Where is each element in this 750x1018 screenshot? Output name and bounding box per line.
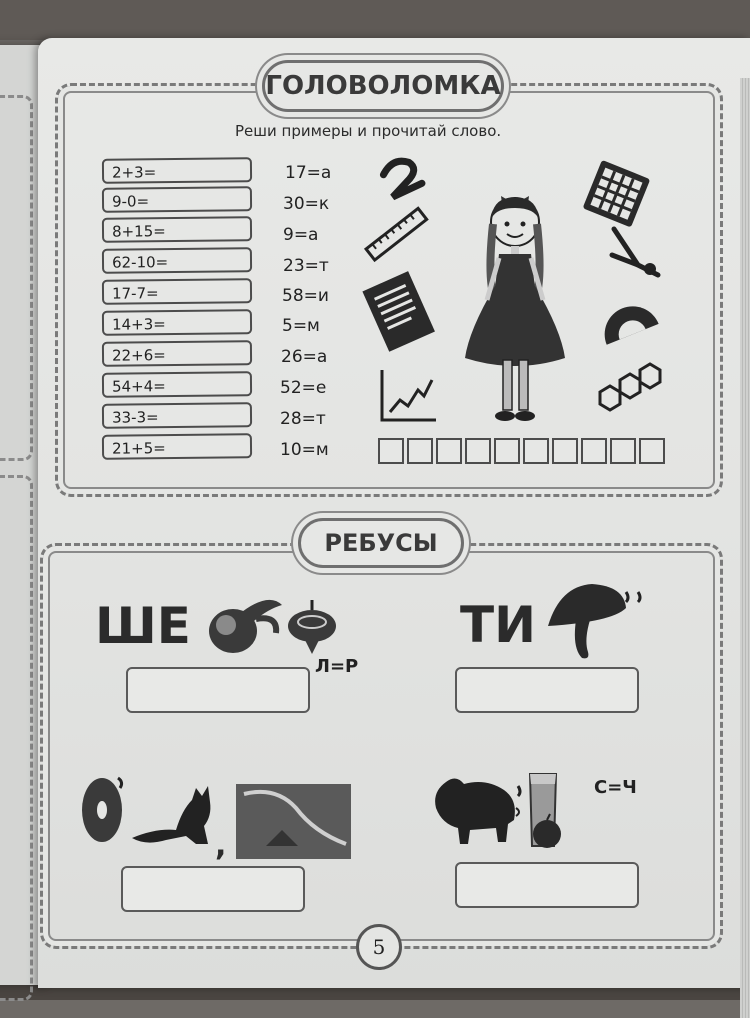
answer-cell[interactable] xyxy=(378,438,404,464)
document-icon xyxy=(360,272,440,352)
example-box: 54+4= xyxy=(102,371,252,398)
rebus-word: ТИ xyxy=(460,596,536,654)
answer-cell[interactable] xyxy=(581,438,607,464)
spinning-top-icon xyxy=(282,596,342,656)
compass-icon xyxy=(598,225,668,285)
cat-icon xyxy=(126,780,226,850)
rebus-word: ШЕ xyxy=(95,597,191,655)
chart-graph-icon xyxy=(378,368,438,423)
rebus-answer-field[interactable] xyxy=(455,862,639,908)
answer-key-item: 28=т xyxy=(280,409,326,429)
answer-cell[interactable] xyxy=(523,438,549,464)
example-box: 21+5= xyxy=(102,433,252,460)
protractor-icon xyxy=(588,288,663,348)
example-box: 22+6= xyxy=(102,340,252,367)
answer-cell[interactable] xyxy=(407,438,433,464)
answer-cell[interactable] xyxy=(639,438,665,464)
molecule-icon xyxy=(590,362,665,417)
answer-key-item: 58=и xyxy=(282,286,329,306)
answer-key-item: 23=т xyxy=(283,256,329,276)
comma-mark: , xyxy=(215,828,227,863)
rebus-swap-note: С=Ч xyxy=(594,777,637,798)
answer-key-item: 10=м xyxy=(280,440,329,460)
puzzle-title: ГОЛОВОЛОМКА xyxy=(262,60,504,112)
number-two-icon xyxy=(378,155,428,205)
example-box: 33-3= xyxy=(102,402,252,429)
example-box: 14+3= xyxy=(102,309,252,336)
previous-page-frame xyxy=(0,95,33,461)
answer-key-item: 30=к xyxy=(283,194,330,214)
answer-key-item: 52=е xyxy=(280,378,327,398)
rebus-swap-note: Л=Р xyxy=(315,656,359,677)
apple-icon xyxy=(530,814,564,850)
answer-cell[interactable] xyxy=(552,438,578,464)
example-box: 2+3= xyxy=(102,157,252,184)
answer-key-item: 5=м xyxy=(282,316,320,336)
rebus-title: РЕБУСЫ xyxy=(298,518,464,568)
boar-icon xyxy=(426,768,522,848)
rebus-answer-field[interactable] xyxy=(455,667,639,713)
mushroom-icon xyxy=(542,578,632,663)
rebus-answer-field[interactable] xyxy=(121,866,305,912)
answer-cell[interactable] xyxy=(610,438,636,464)
comma-marks-icon xyxy=(622,590,646,604)
calculator-icon xyxy=(580,160,655,230)
rebus-answer-field[interactable] xyxy=(126,667,310,713)
background-top xyxy=(0,0,750,40)
answer-cell[interactable] xyxy=(436,438,462,464)
girl-illustration-icon xyxy=(465,180,565,425)
river-map-icon xyxy=(236,784,351,859)
previous-page-frame-lower xyxy=(0,475,33,1001)
page-stack-edge xyxy=(740,78,750,1018)
puzzle-instruction: Реши примеры и прочитай слово. xyxy=(235,122,502,140)
example-box: 62-10= xyxy=(102,247,252,274)
page-number: 5 xyxy=(356,924,402,970)
example-box: 8+15= xyxy=(102,216,252,243)
answer-key-item: 26=а xyxy=(281,347,328,367)
example-box: 9-0= xyxy=(102,186,252,213)
ruler-icon xyxy=(362,200,432,270)
answer-cell[interactable] xyxy=(494,438,520,464)
answer-key-item: 9=а xyxy=(283,225,319,245)
example-box: 17-7= xyxy=(102,278,252,305)
monkey-icon xyxy=(198,585,288,665)
answer-key-item: 17=а xyxy=(285,163,332,183)
answer-cell[interactable] xyxy=(465,438,491,464)
